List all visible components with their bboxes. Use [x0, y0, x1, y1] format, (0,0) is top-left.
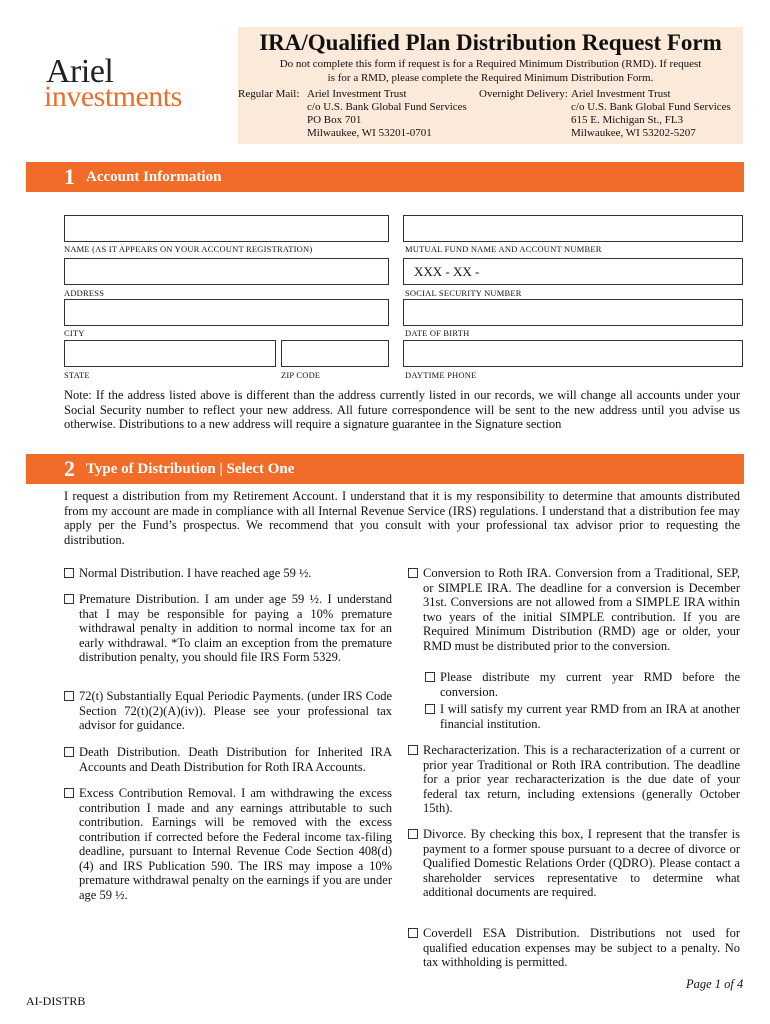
rmd-other-institution-checkbox[interactable] — [425, 704, 435, 714]
rmd-sub-option-2-text: I will satisfy my current year RMD from an IRA at another financial institution. — [440, 702, 740, 731]
option-72t-text: 72(t) Substantially Equal Periodic Payments. (under IRS Code Section 72(t)(2)(A)(iv)). Please see your professional tax advisor for guidance. — [79, 689, 392, 732]
zip-input[interactable] — [281, 340, 389, 367]
name-label: NAME (AS IT APPEARS ON YOUR ACCOUNT REGISTRATION) — [64, 244, 313, 254]
address-input[interactable] — [64, 258, 389, 285]
normal-checkbox[interactable] — [64, 568, 74, 578]
recharacterization-checkbox[interactable] — [408, 745, 418, 755]
option-premature-text: Premature Distribution. I am under age 59 ½. I understand that I may be responsible for paying a 10% premature withdrawal penalty in addition to normal income tax for an early withdrawal. *To claim an exception from the premature distribution penalty, you should file IRS Form 5329. — [79, 592, 392, 664]
section-1-title: Account Information — [86, 169, 222, 185]
phone-label: DAYTIME PHONE — [405, 370, 477, 380]
form-title: IRA/Qualified Plan Distribution Request Form — [259, 30, 722, 55]
ssn-input[interactable] — [403, 258, 743, 285]
coverdell-checkbox[interactable] — [408, 928, 418, 938]
address-change-note: Note: If the address listed above is different than the address currently listed in our records, we will change all accounts under your Social Security number to reflect your new address. All future correspondence will be sent to the new address until you advise us otherwise. Distributions to a new address will require a signature guarantee in the Signature section — [64, 388, 740, 431]
state-label: STATE — [64, 370, 90, 380]
rmd-sub-option-1-text: Please distribute my current year RMD before the conversion. — [440, 670, 740, 699]
option-roth-conversion-text: Conversion to Roth IRA. Conversion from a Traditional, SEP, or SIMPLE IRA. The deadline for a conversion is December 31st. Conversions are not allowed from a SIMPLE IRA within two years of the initial SIMPLE contribution. If you are Required Minimum Distribution (RMD) age or older, your RMD must be distributed prior to the conversion. — [423, 566, 740, 653]
overnight-address: Ariel Investment Trust c/o U.S. Bank Global Fund Services 615 E. Michigan St., FL3 Milwaukee, WI 53202-5207 — [571, 88, 731, 139]
page-number: Page 1 of 4 — [686, 977, 744, 991]
death-checkbox[interactable] — [64, 747, 74, 757]
ssn-label: SOCIAL SECURITY NUMBER — [405, 288, 522, 298]
address-label: ADDRESS — [64, 288, 105, 298]
zip-label: ZIP CODE — [281, 370, 321, 380]
premature-checkbox[interactable] — [64, 594, 74, 604]
overnight-label: Overnight Delivery: — [479, 88, 568, 100]
dob-input[interactable] — [403, 299, 743, 326]
logo-ariel: Ariel — [46, 53, 114, 90]
option-normal-text: Normal Distribution. I have reached age 59 ½. — [79, 566, 312, 580]
divorce-checkbox[interactable] — [408, 829, 418, 839]
option-recharacterization-text: Recharacterization. This is a recharacterization of a current or prior year Traditional or Roth IRA contribution. The deadline for a prior year recharacterization is the due date of your federal tax return, including extensions (generally October 15th). — [423, 743, 740, 815]
option-death-text: Death Distribution. Death Distribution for Inherited IRA Accounts and Death Distribution for Roth IRA Accounts. — [79, 745, 392, 774]
section-1-header — [26, 162, 744, 192]
form-code: AI-DISTRB — [26, 994, 86, 1008]
section-2-number: 2 — [64, 456, 75, 481]
dob-label: DATE OF BIRTH — [405, 328, 470, 338]
city-input[interactable] — [64, 299, 389, 326]
logo-investments: investments — [44, 80, 182, 113]
phone-input[interactable] — [403, 340, 743, 367]
section-2-header — [26, 454, 744, 484]
72t-checkbox[interactable] — [64, 691, 74, 701]
rmd-before-conversion-checkbox[interactable] — [425, 672, 435, 682]
section-2-title: Type of Distribution | Select One — [86, 461, 295, 477]
excess-checkbox[interactable] — [64, 788, 74, 798]
fund-account-label: MUTUAL FUND NAME AND ACCOUNT NUMBER — [405, 244, 602, 254]
name-input[interactable] — [64, 215, 389, 242]
option-divorce-text: Divorce. By checking this box, I represent that the transfer is payment to a former spouse pursuant to a decree of divorce or Qualified Domestic Relations Order (QDRO). Please contact a shareholder services representative to determine what additional documents are required. — [423, 827, 740, 899]
city-label: CITY — [64, 328, 85, 338]
state-input[interactable] — [64, 340, 276, 367]
fund-account-input[interactable] — [403, 215, 743, 242]
distribution-intro: I request a distribution from my Retirement Account. I understand that it is my responsibility to determine that amounts distributed from my account are made in compliance with all Internal Revenue Service (IRS) regulations. I understand that a distribution fee may apply per the Fund’s prospectus. We recommend that you consult with your professional tax advisor prior to requesting the distribution. — [64, 489, 740, 547]
section-1-number: 1 — [64, 164, 75, 189]
regular-mail-label: Regular Mail: — [238, 88, 300, 100]
rmd-note: Do not complete this form if request is for a Required Minimum Distribution (RMD). If request is for a RMD, please complete the Required Minimum Distribution Form. — [279, 58, 702, 84]
roth-conversion-checkbox[interactable] — [408, 568, 418, 578]
option-coverdell-text: Coverdell ESA Distribution. Distributions not used for qualified education expenses may be subject to a penalty. No tax withholding is permitted. — [423, 926, 740, 969]
regular-mail-address: Ariel Investment Trust c/o U.S. Bank Global Fund Services PO Box 701 Milwaukee, WI 53201-0701 — [307, 88, 467, 139]
option-excess-text: Excess Contribution Removal. I am withdrawing the excess contribution I made and any earnings attributable to such contribution. Earnings will be removed with the excess contribution if corrected before the Federal income tax-filing deadline, pursuant to Internal Revenue Code Section 408(d)(4) and IRS Publication 590. The IRS may impose a 10% premature withdrawal penalty on the earnings if you are under age 59 ½. — [79, 786, 392, 902]
ssn-prefill: XXX - XX - — [414, 264, 480, 279]
